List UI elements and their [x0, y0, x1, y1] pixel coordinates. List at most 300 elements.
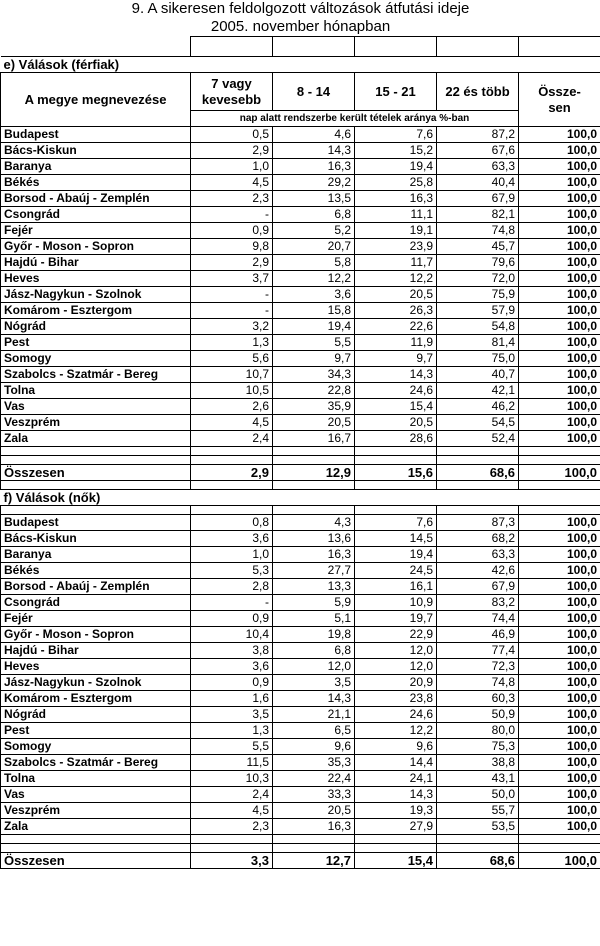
value-cell-c3: 14,5	[355, 531, 437, 547]
county-cell: Budapest	[1, 515, 191, 531]
total-cell: 100,0	[519, 755, 600, 771]
blank-row	[1, 844, 600, 853]
empty-cell	[273, 456, 355, 465]
table-row	[1, 399, 600, 415]
value-cell-c3: 24,6	[355, 383, 437, 399]
value-cell-c2: 16,3	[273, 547, 355, 563]
empty-cell	[1, 481, 191, 490]
value-cell-c2: 14,3	[273, 143, 355, 159]
value-cell-c3: 20,5	[355, 415, 437, 431]
value-cell-c4: 42,6	[437, 563, 519, 579]
value-cell-c2: 9,7	[273, 351, 355, 367]
table-row	[1, 643, 600, 659]
value-cell-c2: 35,3	[273, 755, 355, 771]
value-cell-c1: 3,6	[191, 531, 273, 547]
value-cell-c1: 2,9	[191, 143, 273, 159]
empty-cell	[1, 456, 191, 465]
value-cell-c1: 3,2	[191, 319, 273, 335]
column-header-7-line2: kevesebb	[201, 91, 262, 107]
value-cell-c1: 5,5	[191, 739, 273, 755]
column-header-22-plus: 22 és több	[437, 73, 519, 111]
county-cell: Borsod - Abaúj - Zemplén	[1, 191, 191, 207]
total-cell: 100,0	[519, 515, 600, 531]
value-cell-c1: 2,4	[191, 787, 273, 803]
value-cell-c1: 2,3	[191, 819, 273, 835]
value-cell-c3: 19,4	[355, 159, 437, 175]
county-cell: Hajdú - Bihar	[1, 643, 191, 659]
value-cell-c1: 0,5	[191, 127, 273, 143]
total-cell: 100,0	[519, 223, 600, 239]
value-cell-c2: 6,8	[273, 643, 355, 659]
total-cell: 100,0	[519, 707, 600, 723]
value-cell-c4: 81,4	[437, 335, 519, 351]
value-cell-c2: 19,8	[273, 627, 355, 643]
value-cell-c1: 5,6	[191, 351, 273, 367]
value-cell-c3: 15,2	[355, 143, 437, 159]
value-cell-c3: 27,9	[355, 819, 437, 835]
total-value-c3: 15,4	[355, 853, 437, 869]
total-cell: 100,0	[519, 691, 600, 707]
table-row	[1, 739, 600, 755]
county-cell: Nógrád	[1, 707, 191, 723]
table-row	[1, 175, 600, 191]
county-cell: Hajdú - Bihar	[1, 255, 191, 271]
value-cell-c3: 7,6	[355, 515, 437, 531]
county-cell: Tolna	[1, 383, 191, 399]
total-cell: 100,0	[519, 627, 600, 643]
value-cell-c2: 29,2	[273, 175, 355, 191]
empty-cell	[519, 844, 600, 853]
table-row	[1, 659, 600, 675]
total-cell: 100,0	[519, 415, 600, 431]
total-row	[1, 853, 600, 869]
county-cell: Heves	[1, 271, 191, 287]
table-row	[1, 431, 600, 447]
section-f-title: f) Válások (nők)	[1, 490, 600, 506]
total-cell: 100,0	[519, 239, 600, 255]
value-cell-c2: 13,6	[273, 531, 355, 547]
value-cell-c4: 75,0	[437, 351, 519, 367]
table-row	[1, 595, 600, 611]
empty-cell	[355, 844, 437, 853]
value-cell-c4: 57,9	[437, 303, 519, 319]
value-cell-c3: 12,0	[355, 659, 437, 675]
value-cell-c1: -	[191, 595, 273, 611]
value-cell-c2: 9,6	[273, 739, 355, 755]
value-cell-c4: 55,7	[437, 803, 519, 819]
value-cell-c4: 74,8	[437, 223, 519, 239]
value-cell-c4: 80,0	[437, 723, 519, 739]
empty-cell	[191, 456, 273, 465]
county-cell: Borsod - Abaúj - Zemplén	[1, 579, 191, 595]
total-cell: 100,0	[519, 191, 600, 207]
county-cell: Veszprém	[1, 803, 191, 819]
total-cell: 100,0	[519, 643, 600, 659]
table-row	[1, 287, 600, 303]
table-row	[1, 335, 600, 351]
value-cell-c3: 16,3	[355, 191, 437, 207]
column-header-total-line1: Össze-	[538, 83, 581, 99]
value-cell-c1: 0,9	[191, 223, 273, 239]
value-cell-c1: 10,7	[191, 367, 273, 383]
table-row	[1, 415, 600, 431]
value-cell-c1: -	[191, 207, 273, 223]
empty-cell	[355, 481, 437, 490]
value-cell-c4: 68,2	[437, 531, 519, 547]
value-cell-c3: 19,7	[355, 611, 437, 627]
empty-cell	[1, 835, 191, 844]
value-cell-c3: 20,5	[355, 287, 437, 303]
column-header-total-line2: sen	[548, 99, 571, 115]
county-cell: Pest	[1, 723, 191, 739]
value-cell-c3: 12,0	[355, 643, 437, 659]
value-cell-c4: 75,3	[437, 739, 519, 755]
value-cell-c1: 10,3	[191, 771, 273, 787]
table-row	[1, 803, 600, 819]
county-cell: Budapest	[1, 127, 191, 143]
value-cell-c2: 34,3	[273, 367, 355, 383]
total-value-c4: 68,6	[437, 465, 519, 481]
county-cell: Csongrád	[1, 595, 191, 611]
total-cell: 100,0	[519, 319, 600, 335]
value-cell-c2: 35,9	[273, 399, 355, 415]
value-cell-c1: 1,6	[191, 691, 273, 707]
empty-cell	[191, 447, 273, 456]
value-cell-c1: 0,8	[191, 515, 273, 531]
table-row	[1, 351, 600, 367]
county-cell: Veszprém	[1, 415, 191, 431]
total-cell: 100,0	[519, 531, 600, 547]
value-cell-c1: 2,3	[191, 191, 273, 207]
table-row	[1, 515, 600, 531]
table-title-line2: 2005. november hónapban	[210, 18, 391, 35]
table-row	[1, 191, 600, 207]
value-cell-c1: 1,0	[191, 159, 273, 175]
empty-cell	[273, 481, 355, 490]
value-cell-c2: 13,3	[273, 579, 355, 595]
value-cell-c1: 1,3	[191, 723, 273, 739]
value-cell-c2: 22,4	[273, 771, 355, 787]
county-cell: Győr - Moson - Sopron	[1, 239, 191, 255]
table-row	[1, 531, 600, 547]
total-cell: 100,0	[519, 803, 600, 819]
table-row	[1, 303, 600, 319]
empty-cell	[437, 447, 519, 456]
value-cell-c4: 67,9	[437, 191, 519, 207]
value-cell-c4: 40,4	[437, 175, 519, 191]
table-row	[1, 367, 600, 383]
county-cell: Jász-Nagykun - Szolnok	[1, 675, 191, 691]
county-cell: Győr - Moson - Sopron	[1, 627, 191, 643]
total-cell: 100,0	[519, 675, 600, 691]
total-cell: 100,0	[519, 547, 600, 563]
value-cell-c2: 6,8	[273, 207, 355, 223]
table-row	[1, 207, 600, 223]
county-cell: Zala	[1, 819, 191, 835]
value-cell-c1: 3,8	[191, 643, 273, 659]
value-cell-c1: 10,5	[191, 383, 273, 399]
value-cell-c4: 74,4	[437, 611, 519, 627]
value-cell-c2: 5,8	[273, 255, 355, 271]
table-row	[1, 547, 600, 563]
total-cell: 100,0	[519, 367, 600, 383]
value-cell-c2: 20,5	[273, 415, 355, 431]
value-cell-c3: 16,1	[355, 579, 437, 595]
value-cell-c4: 67,6	[437, 143, 519, 159]
total-cell: 100,0	[519, 255, 600, 271]
value-cell-c3: 24,1	[355, 771, 437, 787]
county-cell: Komárom - Esztergom	[1, 691, 191, 707]
value-cell-c3: 14,3	[355, 787, 437, 803]
value-cell-c3: 23,8	[355, 691, 437, 707]
value-cell-c2: 33,3	[273, 787, 355, 803]
value-cell-c2: 12,2	[273, 271, 355, 287]
empty-cell	[437, 456, 519, 465]
value-cell-c4: 74,8	[437, 675, 519, 691]
county-cell: Heves	[1, 659, 191, 675]
total-cell: 100,0	[519, 175, 600, 191]
value-cell-c2: 5,2	[273, 223, 355, 239]
section-e-title: e) Válások (férfiak)	[1, 57, 600, 73]
value-cell-c4: 42,1	[437, 383, 519, 399]
value-cell-c2: 5,5	[273, 335, 355, 351]
total-cell: 100,0	[519, 207, 600, 223]
value-cell-c1: 4,5	[191, 175, 273, 191]
grand-total-cell: 100,0	[519, 465, 600, 481]
value-cell-c4: 72,0	[437, 271, 519, 287]
value-cell-c1: 2,9	[191, 255, 273, 271]
table-row	[1, 675, 600, 691]
value-cell-c2: 12,0	[273, 659, 355, 675]
value-cell-c3: 23,9	[355, 239, 437, 255]
value-cell-c4: 45,7	[437, 239, 519, 255]
table-row	[1, 627, 600, 643]
value-cell-c3: 12,2	[355, 271, 437, 287]
total-cell: 100,0	[519, 287, 600, 303]
table-row	[1, 159, 600, 175]
value-cell-c3: 7,6	[355, 127, 437, 143]
total-cell: 100,0	[519, 659, 600, 675]
table-row	[1, 787, 600, 803]
value-cell-c1: 5,3	[191, 563, 273, 579]
county-cell: Szabolcs - Szatmár - Bereg	[1, 367, 191, 383]
empty-cell	[191, 835, 273, 844]
value-cell-c4: 63,3	[437, 547, 519, 563]
column-header-7-line1: 7 vagy	[211, 75, 252, 91]
county-cell: Komárom - Esztergom	[1, 303, 191, 319]
value-cell-c2: 20,7	[273, 239, 355, 255]
empty-cell	[437, 506, 519, 515]
total-cell: 100,0	[519, 563, 600, 579]
value-cell-c1: 9,8	[191, 239, 273, 255]
total-label: Összesen	[1, 853, 191, 869]
table-row	[1, 579, 600, 595]
table-row	[1, 319, 600, 335]
value-cell-c2: 14,3	[273, 691, 355, 707]
total-cell: 100,0	[519, 739, 600, 755]
county-cell: Nógrád	[1, 319, 191, 335]
value-cell-c3: 11,1	[355, 207, 437, 223]
empty-cell	[519, 506, 600, 515]
total-cell: 100,0	[519, 271, 600, 287]
total-cell: 100,0	[519, 159, 600, 175]
county-cell: Csongrád	[1, 207, 191, 223]
value-cell-c4: 46,2	[437, 399, 519, 415]
value-cell-c4: 63,3	[437, 159, 519, 175]
column-header-8-14: 8 - 14	[273, 73, 355, 111]
value-cell-c2: 21,1	[273, 707, 355, 723]
blank-row	[1, 481, 600, 490]
value-cell-c2: 6,5	[273, 723, 355, 739]
empty-cell	[355, 447, 437, 456]
value-cell-c3: 9,7	[355, 351, 437, 367]
county-cell: Szabolcs - Szatmár - Bereg	[1, 755, 191, 771]
value-cell-c4: 77,4	[437, 643, 519, 659]
empty-cell	[191, 481, 273, 490]
value-cell-c4: 38,8	[437, 755, 519, 771]
value-cell-c1: 0,9	[191, 611, 273, 627]
value-cell-c4: 54,5	[437, 415, 519, 431]
total-value-c2: 12,9	[273, 465, 355, 481]
total-cell: 100,0	[519, 335, 600, 351]
value-cell-c1: 2,6	[191, 399, 273, 415]
column-header-total	[519, 73, 600, 127]
blank-row	[1, 447, 600, 456]
county-cell: Baranya	[1, 159, 191, 175]
table-row	[1, 239, 600, 255]
empty-cell	[355, 456, 437, 465]
value-cell-c4: 43,1	[437, 771, 519, 787]
table-row	[1, 771, 600, 787]
value-cell-c3: 25,8	[355, 175, 437, 191]
county-cell: Somogy	[1, 739, 191, 755]
value-cell-c1: 3,6	[191, 659, 273, 675]
empty-cell	[273, 506, 355, 515]
value-cell-c1: 0,9	[191, 675, 273, 691]
value-cell-c1: 4,5	[191, 803, 273, 819]
county-cell: Baranya	[1, 547, 191, 563]
county-cell: Somogy	[1, 351, 191, 367]
value-cell-c3: 22,9	[355, 627, 437, 643]
empty-cell	[1, 506, 191, 515]
value-cell-c1: 2,4	[191, 431, 273, 447]
county-cell: Békés	[1, 175, 191, 191]
county-cell: Pest	[1, 335, 191, 351]
value-cell-c4: 40,7	[437, 367, 519, 383]
value-cell-c4: 67,9	[437, 579, 519, 595]
total-cell: 100,0	[519, 611, 600, 627]
total-row	[1, 465, 600, 481]
county-cell: Jász-Nagykun - Szolnok	[1, 287, 191, 303]
subheader: nap alatt rendszerbe került tételek aránya %-ban	[191, 111, 519, 127]
value-cell-c1: 3,5	[191, 707, 273, 723]
total-cell: 100,0	[519, 771, 600, 787]
value-cell-c3: 20,9	[355, 675, 437, 691]
total-cell: 100,0	[519, 127, 600, 143]
empty-cell	[519, 835, 600, 844]
empty-cell	[273, 844, 355, 853]
value-cell-c4: 46,9	[437, 627, 519, 643]
value-cell-c4: 60,3	[437, 691, 519, 707]
value-cell-c4: 82,1	[437, 207, 519, 223]
empty-cell	[355, 506, 437, 515]
value-cell-c2: 16,7	[273, 431, 355, 447]
empty-cell	[355, 835, 437, 844]
value-cell-c2: 15,8	[273, 303, 355, 319]
empty-cell	[437, 481, 519, 490]
value-cell-c3: 19,4	[355, 547, 437, 563]
value-cell-c3: 19,1	[355, 223, 437, 239]
total-cell: 100,0	[519, 383, 600, 399]
value-cell-c4: 87,2	[437, 127, 519, 143]
total-value-c1: 3,3	[191, 853, 273, 869]
table-row	[1, 707, 600, 723]
value-cell-c3: 28,6	[355, 431, 437, 447]
grand-total-cell: 100,0	[519, 853, 600, 869]
table-row	[1, 383, 600, 399]
value-cell-c4: 83,2	[437, 595, 519, 611]
value-cell-c1: -	[191, 287, 273, 303]
empty-cell	[191, 506, 273, 515]
value-cell-c3: 11,9	[355, 335, 437, 351]
county-cell: Bács-Kiskun	[1, 143, 191, 159]
value-cell-c4: 75,9	[437, 287, 519, 303]
total-label: Összesen	[1, 465, 191, 481]
value-cell-c3: 11,7	[355, 255, 437, 271]
value-cell-c4: 52,4	[437, 431, 519, 447]
total-cell: 100,0	[519, 787, 600, 803]
value-cell-c2: 22,8	[273, 383, 355, 399]
blank-row	[1, 506, 600, 515]
value-cell-c3: 26,3	[355, 303, 437, 319]
value-cell-c1: 3,7	[191, 271, 273, 287]
value-cell-c2: 16,3	[273, 159, 355, 175]
total-value-c3: 15,6	[355, 465, 437, 481]
empty-cell	[1, 844, 191, 853]
county-cell: Tolna	[1, 771, 191, 787]
total-cell: 100,0	[519, 595, 600, 611]
empty-cell	[191, 844, 273, 853]
value-cell-c1: -	[191, 303, 273, 319]
value-cell-c2: 3,5	[273, 675, 355, 691]
empty-cell	[437, 835, 519, 844]
value-cell-c2: 27,7	[273, 563, 355, 579]
value-cell-c3: 24,5	[355, 563, 437, 579]
county-cell: Zala	[1, 431, 191, 447]
value-cell-c2: 5,1	[273, 611, 355, 627]
value-cell-c2: 4,3	[273, 515, 355, 531]
value-cell-c1: 1,0	[191, 547, 273, 563]
value-cell-c4: 79,6	[437, 255, 519, 271]
empty-cell	[519, 456, 600, 465]
total-cell: 100,0	[519, 431, 600, 447]
county-cell: Békés	[1, 563, 191, 579]
value-cell-c1: 10,4	[191, 627, 273, 643]
value-cell-c1: 4,5	[191, 415, 273, 431]
table-row	[1, 223, 600, 239]
value-cell-c2: 20,5	[273, 803, 355, 819]
value-cell-c1: 1,3	[191, 335, 273, 351]
value-cell-c1: 11,5	[191, 755, 273, 771]
table-row	[1, 691, 600, 707]
county-cell: Fejér	[1, 223, 191, 239]
value-cell-c4: 50,0	[437, 787, 519, 803]
blank-row	[1, 456, 600, 465]
value-cell-c3: 15,4	[355, 399, 437, 415]
value-cell-c3: 9,6	[355, 739, 437, 755]
table-row	[1, 143, 600, 159]
table-row	[1, 255, 600, 271]
